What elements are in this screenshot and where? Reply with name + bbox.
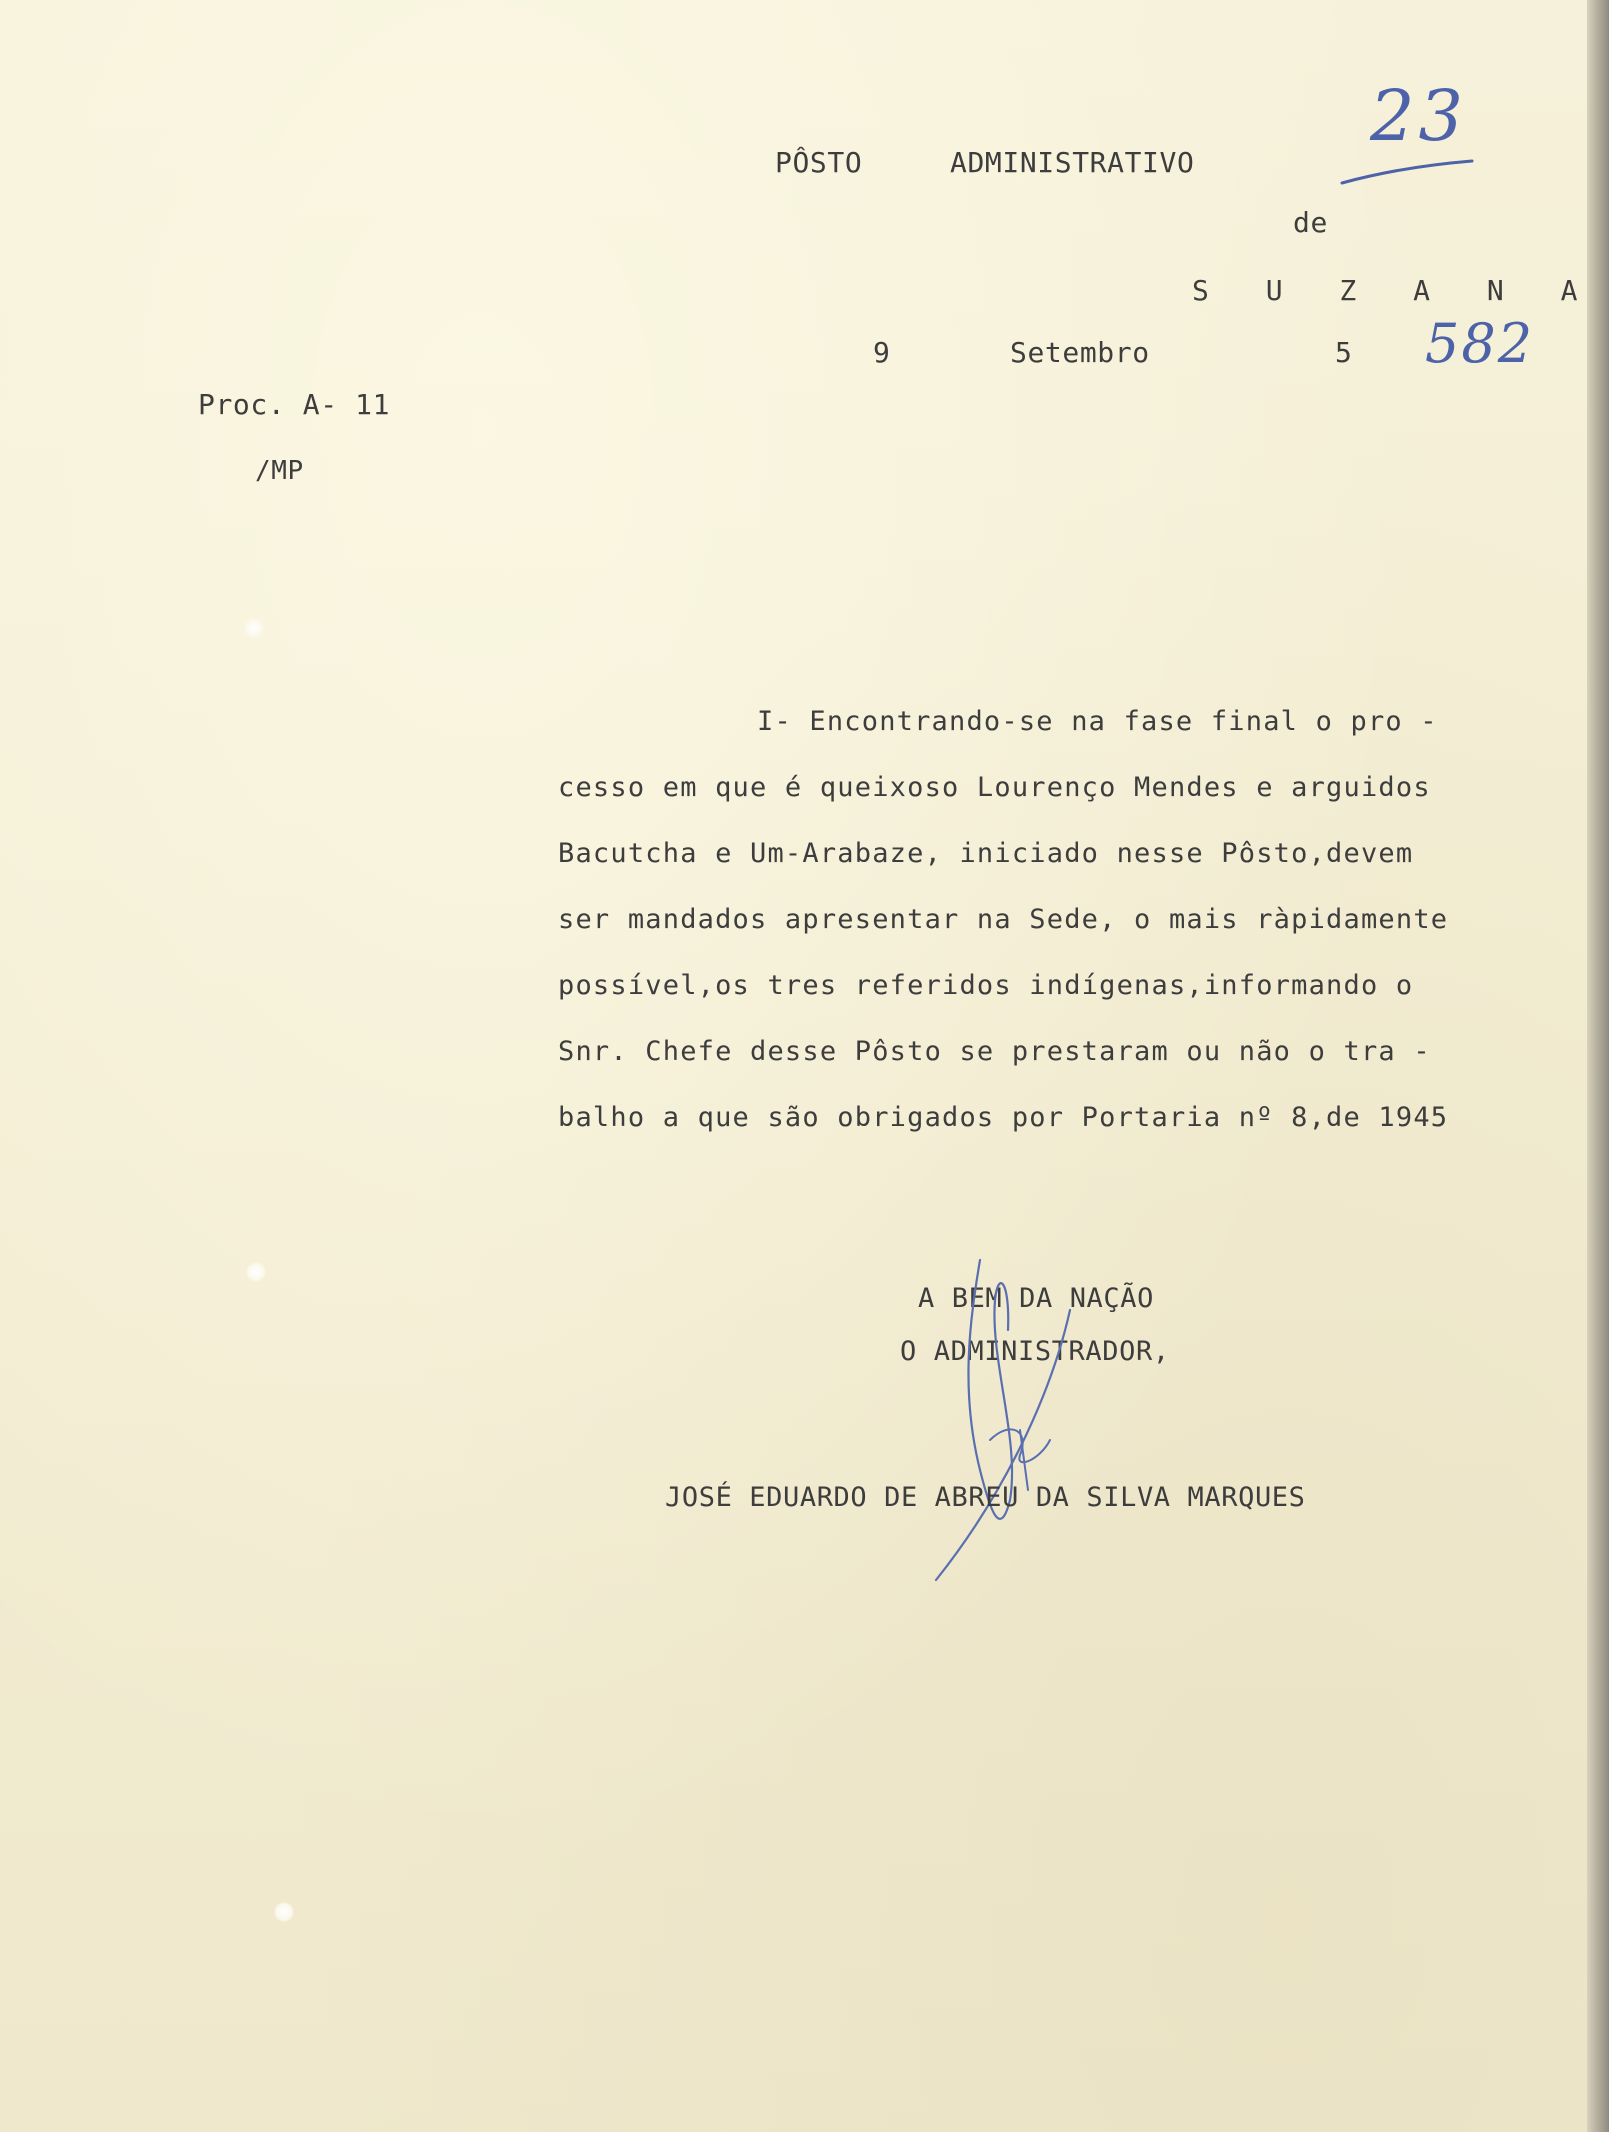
signatory-name: JOSÉ EDUARDO DE ABREU DA SILVA MARQUES	[665, 1482, 1306, 1513]
closing-title: O ADMINISTRADOR,	[900, 1336, 1170, 1367]
body-line-7: balho a que são obrigados por Portaria nº 8,de 1945	[558, 1102, 1449, 1133]
body-line-5: possível,os tres referidos indígenas,informando o	[558, 970, 1414, 1001]
closing-salutation: A BEM DA NAÇÃO	[918, 1283, 1154, 1314]
date-month: Setembro	[1010, 336, 1150, 369]
typist-initials: /MP	[255, 456, 304, 486]
signature-scribble	[920, 1240, 1160, 1610]
date-day: 9	[873, 336, 891, 369]
page-edge	[1587, 0, 1609, 2132]
header-place: S U Z A N A	[1192, 274, 1598, 307]
page-number-annotation: 23	[1370, 75, 1468, 157]
body-line-2: cesso em que é queixoso Lourenço Mendes e arguidos	[558, 772, 1431, 803]
body-line-6: Snr. Chefe desse Pôsto se prestaram ou não o tra -	[558, 1036, 1431, 1067]
punch-hole-bottom	[274, 1902, 294, 1922]
process-reference: Proc. A- 11	[198, 388, 391, 421]
body-line-4: ser mandados apresentar na Sede, o mais ràpidamente	[558, 904, 1449, 935]
punch-hole-middle	[246, 1262, 266, 1282]
body-line-1: I- Encontrando-se na fase final o pro -	[757, 706, 1438, 737]
date-year: 5	[1335, 336, 1353, 369]
header-de: de	[1293, 206, 1328, 239]
handwritten-582: 582	[1425, 312, 1535, 375]
punch-hole-top	[244, 618, 264, 638]
body-line-3: Bacutcha e Um-Arabaze, iniciado nesse Pôsto,devem	[558, 838, 1414, 869]
pencil-underline	[1340, 155, 1480, 195]
header-administrativo: ADMINISTRATIVO	[950, 146, 1195, 179]
header-posto: PÔSTO	[775, 146, 863, 179]
